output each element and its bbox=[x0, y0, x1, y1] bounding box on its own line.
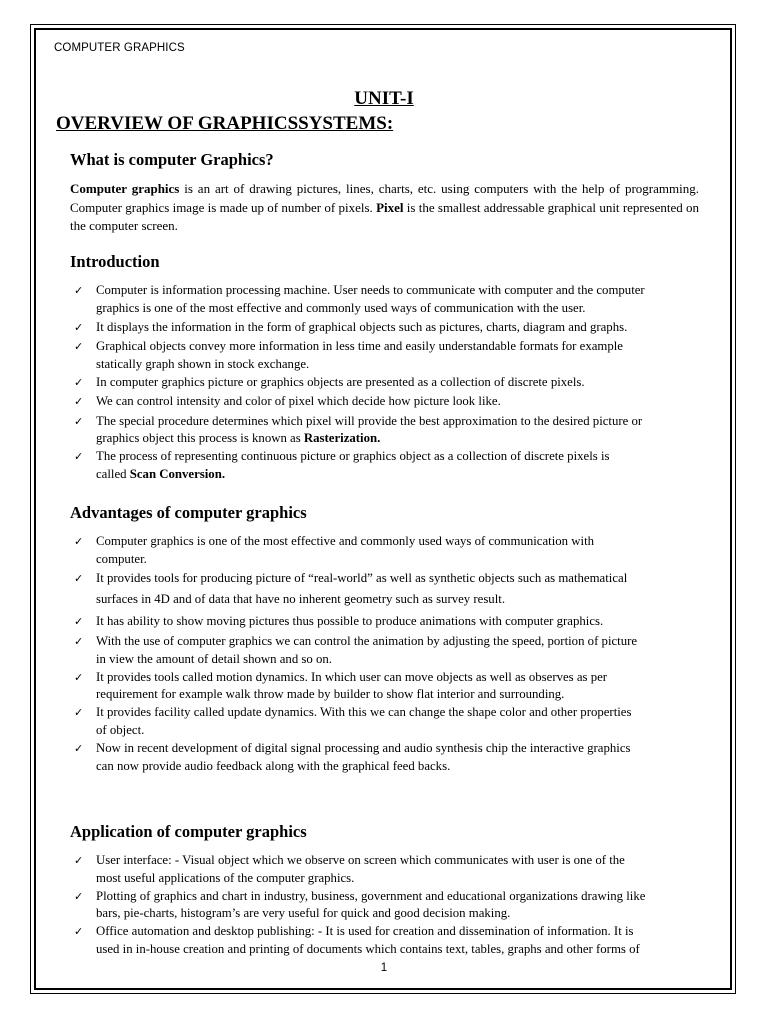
term-computer-graphics: Computer graphics bbox=[70, 181, 180, 196]
list-item bbox=[74, 740, 702, 776]
heading-advantages: Advantages of computer graphics bbox=[70, 503, 307, 522]
item-line: It provides facility called update dynamics. With this we can change the shape color and other properties bbox=[96, 705, 632, 720]
introduction-list bbox=[74, 282, 702, 484]
list-item bbox=[74, 852, 702, 888]
item-line bbox=[96, 466, 702, 484]
heading-what-is: What is computer Graphics? bbox=[70, 150, 274, 169]
check-icon: ✓ bbox=[74, 535, 84, 548]
check-icon: ✓ bbox=[74, 706, 84, 720]
item-line: It has ability to show moving pictures thus possible to produce animations with computer graphics. bbox=[96, 614, 604, 629]
check-icon: ✓ bbox=[74, 340, 84, 354]
definition-paragraph bbox=[70, 180, 699, 236]
item-line: In computer graphics picture or graphics objects are presented as a collection of discrete pixels. bbox=[96, 374, 585, 389]
item-line: It provides tools for producing picture of “real-world” as well as synthetic objects such as mathematical bbox=[96, 570, 628, 585]
item-line-text: called bbox=[96, 466, 130, 481]
heading-applications: Application of computer graphics bbox=[70, 822, 307, 841]
item-line: bars, pie-charts, histogram’s are very useful for quick and good decision making. bbox=[96, 906, 511, 921]
check-icon: ✓ bbox=[74, 414, 84, 428]
advantages-list bbox=[74, 533, 702, 775]
item-line: in view the amount of detail shown and so on. bbox=[96, 651, 332, 666]
check-icon: ✓ bbox=[74, 375, 84, 389]
check-icon: ✓ bbox=[74, 615, 84, 629]
check-icon: ✓ bbox=[74, 925, 84, 939]
check-icon: ✓ bbox=[74, 284, 84, 297]
item-line: It displays the information in the form of graphical objects such as pictures, charts, diagram and graphs. bbox=[96, 319, 628, 334]
item-line: Graphical objects convey more information in less time and easily understandable formats for example bbox=[96, 339, 623, 354]
item-line: of object. bbox=[96, 722, 145, 737]
term-pixel: Pixel bbox=[376, 199, 404, 215]
list-item bbox=[74, 633, 702, 669]
item-line: computer. bbox=[96, 551, 147, 566]
page-number: 1 bbox=[380, 962, 388, 974]
check-icon: ✓ bbox=[74, 741, 84, 755]
item-line: used in in-house creation and printing of documents which contains text, tables, graphs and other forms of bbox=[96, 941, 640, 956]
item-line: The process of representing continuous picture or graphics object as a collection of discrete pixels is bbox=[96, 449, 610, 464]
running-header: COMPUTER GRAPHICS bbox=[54, 42, 185, 54]
item-line: Now in recent development of digital signal processing and audio synthesis chip the interactive graphics bbox=[96, 740, 631, 755]
list-item bbox=[74, 374, 702, 392]
list-item bbox=[74, 613, 702, 631]
heading-introduction: Introduction bbox=[70, 252, 160, 271]
list-item bbox=[74, 533, 702, 569]
item-line: statically graph shown in stock exchange. bbox=[96, 357, 310, 372]
list-item bbox=[74, 704, 702, 740]
list-item bbox=[74, 282, 702, 318]
check-icon: ✓ bbox=[74, 854, 84, 867]
item-line: It provides tools called motion dynamics. In which user can move objects as well as observes as per bbox=[96, 669, 608, 684]
item-line: surfaces in 4D and of data that have no inherent geometry such as survey result. bbox=[96, 592, 506, 607]
list-item bbox=[74, 338, 702, 374]
check-icon: ✓ bbox=[74, 571, 84, 585]
list-item bbox=[74, 393, 702, 411]
list-item bbox=[74, 413, 702, 449]
item-line: Computer graphics is one of the most effective and commonly used ways of communication with bbox=[96, 534, 595, 548]
item-line-text: graphics object this process is known as bbox=[96, 431, 304, 446]
section-title: OVERVIEW OF GRAPHICSSYSTEMS: bbox=[56, 113, 394, 134]
item-line: The special procedure determines which pixel will provide the best approximation to the desired picture or bbox=[96, 413, 643, 428]
check-icon: ✓ bbox=[74, 670, 84, 684]
item-line: Plotting of graphics and chart in industry, business, government and educational organizations drawing like bbox=[96, 888, 646, 903]
definition-text-2: is the smallest addressable graphical unit represented on the computer screen. bbox=[70, 199, 700, 233]
list-item bbox=[74, 570, 702, 610]
item-line: User interface: - Visual object which we observe on screen which communicates with user is one of the bbox=[96, 853, 625, 867]
unit-title: UNIT-I bbox=[354, 88, 414, 109]
list-item bbox=[74, 923, 702, 959]
term-scan-conversion: Scan Conversion. bbox=[129, 466, 226, 481]
check-icon: ✓ bbox=[74, 634, 84, 648]
definition-text-1: is an art of drawing pictures, lines, charts, etc. using computers with the help of programming. Computer graphics image is made up of number of pixels. bbox=[70, 181, 699, 215]
item-line: With the use of computer graphics we can control the animation by adjusting the speed, portion of picture bbox=[96, 633, 638, 648]
item-line: can now provide audio feedback along with the graphical feed backs. bbox=[96, 758, 451, 773]
item-line: We can control intensity and color of pixel which decide how picture look like. bbox=[96, 393, 501, 408]
item-line: graphics is one of the most effective and commonly used ways of communication with the user. bbox=[96, 300, 586, 315]
list-item bbox=[74, 319, 702, 337]
term-rasterization: Rasterization. bbox=[303, 431, 381, 446]
check-icon: ✓ bbox=[74, 394, 84, 408]
item-line: requirement for example walk throw made by builder to show flat interior and surrounding. bbox=[96, 687, 565, 702]
check-icon: ✓ bbox=[74, 450, 84, 464]
applications-list bbox=[74, 852, 702, 959]
item-line bbox=[96, 430, 702, 448]
check-icon: ✓ bbox=[74, 889, 84, 903]
check-icon: ✓ bbox=[74, 320, 84, 334]
item-line: most useful applications of the computer graphics. bbox=[96, 870, 355, 885]
list-item bbox=[74, 669, 702, 705]
item-line: Computer is information processing machine. User needs to communicate with computer and the computer bbox=[96, 283, 645, 297]
list-item bbox=[74, 448, 702, 484]
list-item bbox=[74, 888, 702, 924]
item-line: Office automation and desktop publishing: - It is used for creation and dissemination of information. It is bbox=[96, 924, 634, 939]
